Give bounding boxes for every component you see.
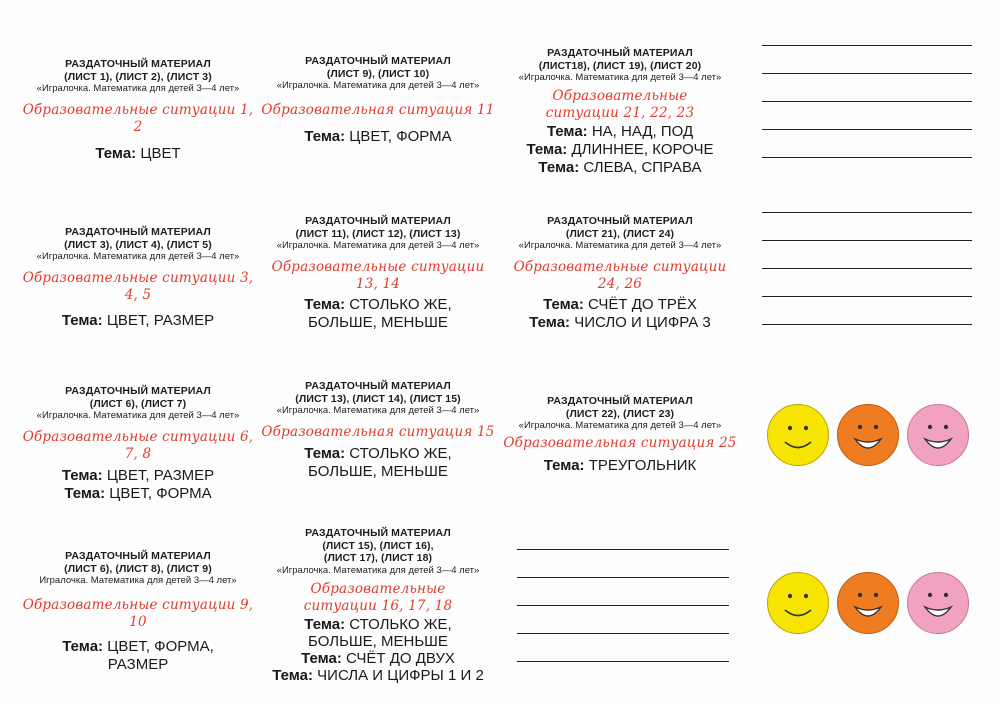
card-6 xyxy=(502,215,738,332)
topic-label: Тема: xyxy=(529,314,571,331)
card-sheets: (ЛИСТ 1), (ЛИСТ 2), (ЛИСТ 3) xyxy=(64,70,212,83)
card-topic xyxy=(260,128,496,146)
topic-label: Тема: xyxy=(95,145,137,162)
writing-line xyxy=(762,101,972,102)
card-header: РАЗДАТОЧНЫЙ МАТЕРИАЛ xyxy=(65,385,211,397)
card-topic xyxy=(20,312,256,330)
topic-label: Тема: xyxy=(301,649,342,667)
writing-line xyxy=(762,268,972,269)
writing-line xyxy=(517,633,729,634)
writing-line xyxy=(517,605,729,606)
card-topic xyxy=(260,633,496,650)
card-topic xyxy=(260,667,496,684)
card-source: «Игралочка. Математика для детей 3—4 лет» xyxy=(276,240,480,251)
topic-label: Тема: xyxy=(304,615,346,633)
card-sheets: (ЛИСТ 6), (ЛИСТ 8), (ЛИСТ 9) xyxy=(64,562,212,575)
card-source: «Игралочка. Математика для детей 3—4 лет» xyxy=(36,410,240,421)
card-header: РАЗДАТОЧНЫЙ МАТЕРИАЛ xyxy=(547,215,693,227)
card-sheets: (ЛИСТ 17), (ЛИСТ 18) xyxy=(323,552,433,564)
card-1 xyxy=(20,58,256,163)
card-sheets: (ЛИСТ 21), (ЛИСТ 24) xyxy=(565,227,675,240)
yellow-smiley-icon xyxy=(767,404,829,466)
topic-text: СЧЁТ ДО ТРЁХ xyxy=(588,296,697,313)
card-topic xyxy=(260,445,496,463)
topic-text: БОЛЬШЕ, МЕНЬШЕ xyxy=(308,632,448,650)
topic-text: ТРЕУГОЛЬНИК xyxy=(588,457,697,474)
topic-text: ЦВЕТ, ФОРМА, xyxy=(107,638,214,655)
card-sheets: (ЛИСТ 9), (ЛИСТ 10) xyxy=(326,67,430,80)
card-topic xyxy=(20,638,256,656)
card-source: Игралочка. Математика для детей 3—4 лет» xyxy=(39,575,237,586)
topic-text: ЦВЕТ, РАЗМЕР xyxy=(106,312,215,329)
card-11 xyxy=(260,527,496,684)
topic-text: СТОЛЬКО ЖЕ, xyxy=(349,615,452,633)
card-sheets: (ЛИСТ 15), (ЛИСТ 16), xyxy=(322,539,434,552)
topic-text: ЦВЕТ, ФОРМА xyxy=(109,485,212,502)
topic-label: Тема: xyxy=(61,312,103,329)
writing-line xyxy=(762,212,972,213)
card-header: РАЗДАТОЧНЫЙ МАТЕРИАЛ xyxy=(547,47,693,59)
card-sheets: (ЛИСТ 6), (ЛИСТ 7) xyxy=(89,397,187,410)
topic-text: ДЛИННЕЕ, КОРОЧЕ xyxy=(571,141,714,158)
card-situation: Образовательные ситуации 6, 7, 8 xyxy=(22,429,254,462)
topic-text: ЦВЕТ xyxy=(140,145,181,162)
card-sheets: (ЛИСТ 22), (ЛИСТ 23) xyxy=(565,407,675,420)
topic-label: Тема: xyxy=(272,666,313,684)
card-header: РАЗДАТОЧНЫЙ МАТЕРИАЛ xyxy=(65,58,211,70)
writing-line xyxy=(762,45,972,46)
pink-smiley-icon xyxy=(907,404,969,466)
pink-smiley-icon xyxy=(907,572,969,634)
card-sheets: (ЛИСТ18), (ЛИСТ 19), (ЛИСТ 20) xyxy=(538,59,702,72)
topic-text: БОЛЬШЕ, МЕНЬШЕ xyxy=(308,314,448,331)
topic-label: Тема: xyxy=(538,159,580,176)
writing-line xyxy=(517,661,729,662)
card-header: РАЗДАТОЧНЫЙ МАТЕРИАЛ xyxy=(65,550,211,562)
card-sheets: (ЛИСТ 13), (ЛИСТ 14), (ЛИСТ 15) xyxy=(295,392,461,405)
topic-text: СЛЕВА, СПРАВА xyxy=(583,159,702,176)
card-source: «Игралочка. Математика для детей 3—4 лет» xyxy=(276,80,480,91)
card-situation: ситуации 16, 17, 18 xyxy=(303,597,453,614)
card-4 xyxy=(20,226,256,330)
topic-text: РАЗМЕР xyxy=(107,656,169,673)
topic-text: СЧЁТ ДО ДВУХ xyxy=(346,649,455,667)
card-topic xyxy=(502,141,738,159)
card-topic xyxy=(502,123,738,141)
topic-text: ЧИСЛО И ЦИФРА 3 xyxy=(574,314,711,331)
card-source: «Игралочка. Математика для детей 3—4 лет» xyxy=(36,251,240,262)
card-source: «Игралочка. Математика для детей 3—4 лет» xyxy=(276,564,480,576)
card-situation: Образовательные xyxy=(552,88,688,104)
card-header: РАЗДАТОЧНЫЙ МАТЕРИАЛ xyxy=(305,380,451,392)
topic-label: Тема: xyxy=(304,445,346,462)
card-source: «Игралочка. Математика для детей 3—4 лет» xyxy=(518,420,722,431)
card-situation: ситуации 21, 22, 23 xyxy=(545,105,695,121)
card-topic xyxy=(20,467,256,485)
card-situation: Образовательные ситуации 13, 14 xyxy=(271,259,485,292)
writing-line xyxy=(762,129,972,130)
topic-label: Тема: xyxy=(64,485,106,502)
card-header: РАЗДАТОЧНЫЙ МАТЕРИАЛ xyxy=(305,215,451,227)
card-situation: Образовательные ситуации 9, 10 xyxy=(22,597,254,630)
card-sheets: (ЛИСТ 11), (ЛИСТ 12), (ЛИСТ 13) xyxy=(295,227,461,240)
card-topic xyxy=(20,145,256,163)
card-header: РАЗДАТОЧНЫЙ МАТЕРИАЛ xyxy=(65,226,211,238)
orange-smiley-icon xyxy=(837,404,899,466)
card-situation: Образовательная ситуация 11 xyxy=(261,102,495,118)
topic-text: СТОЛЬКО ЖЕ, xyxy=(349,296,452,313)
topic-label: Тема: xyxy=(304,128,346,145)
card-topic xyxy=(20,485,256,503)
topic-label: Тема: xyxy=(543,296,584,313)
card-source: «Игралочка. Математика для детей 3—4 лет» xyxy=(518,72,722,83)
card-situation: Образовательная ситуация 15 xyxy=(261,424,495,440)
card-header: РАЗДАТОЧНЫЙ МАТЕРИАЛ xyxy=(547,395,693,407)
card-topic xyxy=(260,616,496,633)
writing-line xyxy=(762,73,972,74)
writing-line xyxy=(762,240,972,241)
card-2 xyxy=(260,55,496,146)
card-topic xyxy=(502,296,738,314)
card-header: РАЗДАТОЧНЫЙ МАТЕРИАЛ xyxy=(305,55,451,67)
topic-text: СТОЛЬКО ЖЕ, xyxy=(349,445,452,462)
card-source: «Игралочка. Математика для детей 3—4 лет» xyxy=(518,240,722,251)
topic-text: ЧИСЛА И ЦИФРЫ 1 И 2 xyxy=(317,666,484,684)
topic-label: Тема: xyxy=(526,141,568,158)
yellow-smiley-icon xyxy=(767,572,829,634)
card-situation: Образовательные ситуации 1, 2 xyxy=(22,102,254,135)
topic-label: Тема: xyxy=(546,123,588,140)
orange-smiley-icon xyxy=(837,572,899,634)
card-situation: Образовательная ситуация 25 xyxy=(503,435,737,451)
card-sheets: (ЛИСТ 3), (ЛИСТ 4), (ЛИСТ 5) xyxy=(64,238,212,251)
card-8 xyxy=(260,380,496,481)
card-9 xyxy=(502,395,738,475)
card-topic xyxy=(502,159,738,177)
card-5 xyxy=(260,215,496,332)
writing-line xyxy=(517,577,729,578)
topic-label: Тема: xyxy=(304,296,346,313)
writing-line xyxy=(762,324,972,325)
writing-line xyxy=(762,157,972,158)
card-topic xyxy=(260,463,496,481)
topic-label: Тема: xyxy=(543,457,585,474)
writing-line xyxy=(517,549,729,550)
topic-text: БОЛЬШЕ, МЕНЬШЕ xyxy=(308,463,448,480)
card-situation: Образовательные ситуации 3, 4, 5 xyxy=(22,270,254,303)
card-topic xyxy=(502,457,738,475)
writing-line xyxy=(762,296,972,297)
card-10 xyxy=(20,550,256,674)
card-topic xyxy=(260,314,496,332)
card-source: «Игралочка. Математика для детей 3—4 лет» xyxy=(36,83,240,94)
topic-label: Тема: xyxy=(61,467,103,484)
card-topic xyxy=(260,650,496,667)
card-topic xyxy=(260,296,496,314)
card-topic xyxy=(20,656,256,674)
card-3 xyxy=(502,47,738,177)
card-7 xyxy=(20,385,256,503)
card-topic xyxy=(502,314,738,332)
topic-text: НА, НАД, ПОД xyxy=(591,123,694,140)
topic-label: Тема: xyxy=(62,638,104,655)
card-situation: Образовательные ситуации 24, 26 xyxy=(513,259,727,292)
card-situation: Образовательные xyxy=(310,580,446,597)
topic-text: ЦВЕТ, ФОРМА xyxy=(349,128,452,145)
card-source: «Игралочка. Математика для детей 3—4 лет» xyxy=(276,405,480,416)
topic-text: ЦВЕТ, РАЗМЕР xyxy=(106,467,215,484)
card-header: РАЗДАТОЧНЫЙ МАТЕРИАЛ xyxy=(305,527,451,539)
